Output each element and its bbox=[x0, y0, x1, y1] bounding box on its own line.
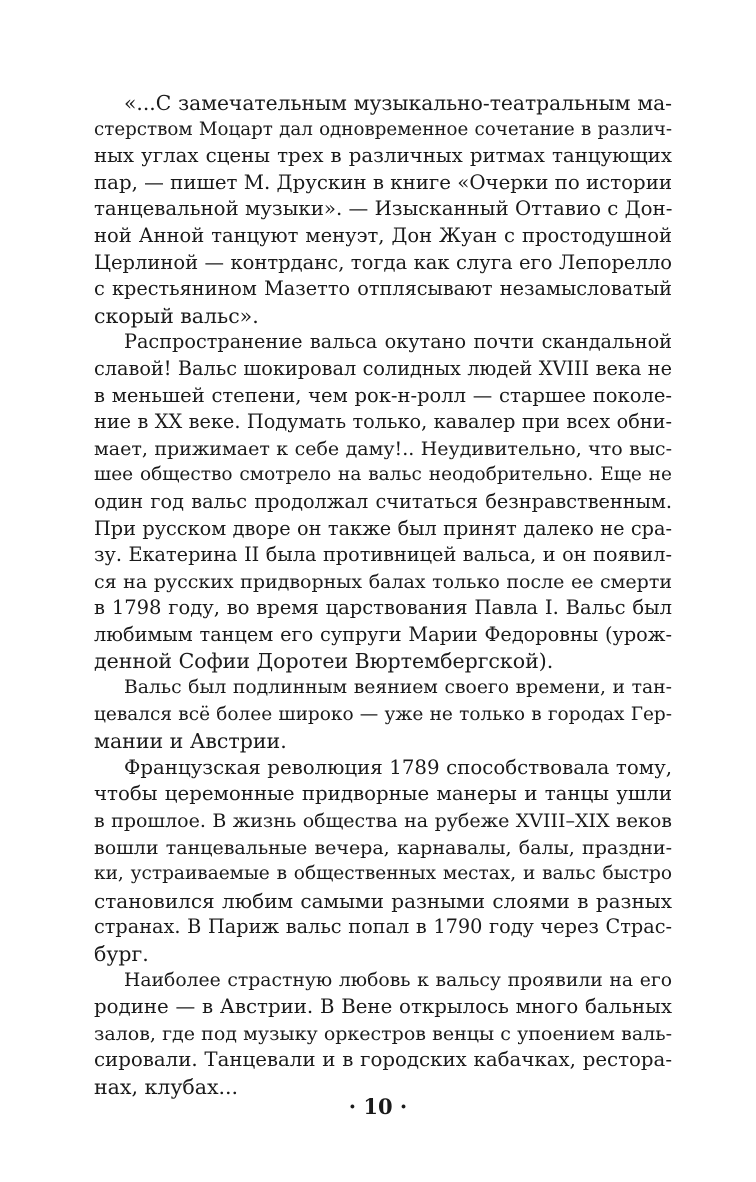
text-line: Вальс был подлинным веянием своего времени, и тан- bbox=[124, 677, 672, 699]
text-line: любимым танцем его супруги Марии Федоровны (урож- bbox=[94, 622, 672, 646]
text-line: цевался всё более широко — уже не только в городах Гер- bbox=[94, 703, 672, 725]
text-line: залов, где под музыку оркестров венцы с упоением валь- bbox=[94, 1022, 672, 1045]
text-line: Церлиной — контрданс, тогда как слуга его Лепорелло bbox=[94, 250, 672, 274]
text-line: в 1798 году, во время царствования Павла I. Вальс был bbox=[94, 596, 672, 620]
paragraph-2 bbox=[94, 329, 672, 675]
text-line: стерством Моцарт дал одновременное сочетание в различ- bbox=[94, 118, 672, 140]
text-line: славой! Вальс шокировал солидных людей XVIII века не bbox=[94, 356, 672, 380]
paragraph-4 bbox=[94, 755, 672, 968]
paragraph-1 bbox=[94, 90, 672, 329]
text-line: в меньшей степени, чем рок-н-ролл — старшее поколе- bbox=[94, 383, 672, 407]
text-line: ной Анной танцуют менуэт, Дон Жуан с простодушной bbox=[94, 223, 672, 247]
text-line: ных углах сцены трех в различных ритмах танцующих bbox=[94, 144, 672, 168]
text-line: мании и Австрии. bbox=[94, 729, 287, 754]
text-line: При русском дворе он также был принят далеко не сра- bbox=[94, 516, 672, 540]
text-line: зу. Екатерина II была противницей вальса, и он появил- bbox=[94, 543, 672, 567]
text-line: Наиболее страстную любовь к вальсу проявили на его bbox=[124, 969, 672, 991]
text-line: мает, прижимает к себе даму!.. Неудивительно, что выс- bbox=[94, 437, 672, 460]
text-line: вошли танцевальные вечера, карнавалы, балы, праздни- bbox=[94, 836, 672, 859]
text-line: один год вальс продолжал считаться безнравственным. bbox=[94, 489, 672, 513]
text-line: с крестьянином Мазетто отплясывают незамысловатый bbox=[94, 277, 672, 301]
text-line: бург. bbox=[94, 942, 149, 966]
text-line: танцевальной музыки». — Изысканный Оттавио с Дон- bbox=[94, 197, 673, 221]
paragraph-3 bbox=[94, 675, 672, 755]
text-line: ние в XX веке. Подумать только, кавалер при всех обни- bbox=[94, 410, 672, 434]
text-line: родине — в Австрии. В Вене открылось много бальных bbox=[94, 995, 672, 1019]
text-line: пар, — пишет М. Друскин в книге «Очерки по истории bbox=[94, 170, 673, 194]
text-line: чтобы церемонные придворные манеры и танцы ушли bbox=[94, 782, 672, 806]
text-line: Распространение вальса окутано почти скандальной bbox=[124, 330, 672, 354]
text-line: ки, устраиваемые в общественных местах, и вальс быстро bbox=[94, 863, 672, 885]
text-line: скорый вальс». bbox=[94, 303, 259, 328]
text-line: шее общество смотрело на вальс неодобрительно. Еще не bbox=[94, 464, 672, 486]
text-line: «...С замечательным музыкально-театральным ма- bbox=[124, 91, 672, 115]
text-line: денной Софии Доротеи Вюртембергской). bbox=[94, 649, 554, 674]
paragraph-5 bbox=[94, 968, 672, 1101]
text-line: ся на русских придворных балах только после ее смерти bbox=[94, 570, 672, 593]
text-line: нах, клубах... bbox=[94, 1074, 239, 1099]
page-number: · 10 · bbox=[348, 1094, 408, 1119]
body-text bbox=[94, 90, 672, 1101]
text-line: становился любим самыми разными слоями в разных bbox=[94, 888, 672, 913]
text-line: сировали. Танцевали и в городских кабачках, рестора- bbox=[94, 1048, 672, 1072]
text-line: странах. В Париж вальс попал в 1790 году через Страс- bbox=[94, 915, 672, 939]
text-line: в прошлое. В жизнь общества на рубеже XVIII–XIX веков bbox=[94, 810, 672, 833]
text-line: Французская революция 1789 способствовала тому, bbox=[124, 755, 672, 779]
